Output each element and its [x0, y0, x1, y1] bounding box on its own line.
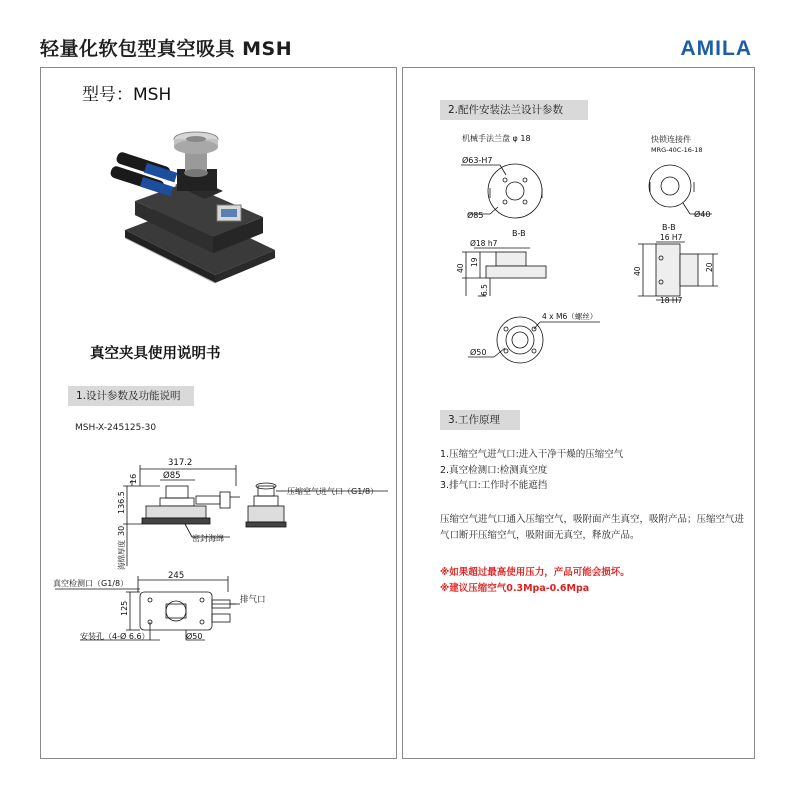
model-label: 型号：MSH — [82, 85, 172, 105]
part-number: MSH-X-245125-30 — [75, 423, 157, 433]
dim-v20: 20 — [705, 262, 714, 272]
dim-d18h7: Ø18 h7 — [470, 239, 498, 248]
label-vacuum-port: 真空检测口（G1/8） — [53, 579, 129, 588]
label-sponge-thickness: 海绵厚度 — [117, 540, 126, 570]
flange-title: 机械手法兰盘 φ 18 — [462, 134, 531, 143]
label-air-inlet: 压缩空气进气口（G1/8） — [287, 487, 379, 496]
principle-item: 3.排气口:工作时不能遮挡 — [440, 480, 548, 491]
dim-d50: Ø50 — [470, 348, 487, 357]
dim-d85: Ø85 — [467, 211, 484, 220]
principle-list — [440, 447, 623, 494]
page-title: 轻量化软包型真空吸具 MSH — [40, 38, 293, 60]
dim-h18: 18 H7 — [660, 296, 683, 305]
manual-title: 真空夹具使用说明书 — [90, 346, 221, 362]
brand-logo: AMILA — [680, 37, 752, 60]
dim-30: 30 — [117, 525, 126, 536]
section-flange-params: 2.配件安装法兰设计参数 — [440, 100, 588, 120]
connector-title: 快锁连接件 — [651, 135, 691, 144]
dim-85: Ø85 — [163, 471, 181, 481]
dim-d40: Ø40 — [694, 210, 711, 219]
dim-d63: Ø63-H7 — [462, 156, 493, 165]
section-bb-connector: B-B — [662, 223, 676, 232]
dim-50: Ø50 — [186, 632, 203, 641]
connector-model: MRG-40C-16-18 — [651, 146, 703, 154]
label-m6-screws: 4 x M6（螺丝） — [542, 312, 598, 321]
warning-item: ※建议压缩空气0.3Mpa-0.6Mpa — [440, 582, 590, 594]
dim-136: 136.5 — [117, 491, 126, 514]
dim-v19: 19 — [470, 257, 479, 267]
section-design-params: 1.设计参数及功能说明 — [68, 386, 194, 406]
principle-item: 1.压缩空气进气口:进入干净干燥的压缩空气 — [440, 449, 624, 460]
principle-description: 压缩空气进气口通入压缩空气，吸附面产生真空，吸附产品；压缩空气进气口断开压缩空气，吸附面无真空，释放产品。 — [440, 514, 745, 541]
section-bb-flange: B-B — [512, 229, 526, 238]
section-working-principle: 3.工作原理 — [440, 410, 520, 430]
dim-16: 16 — [129, 473, 138, 484]
dim-h16: 16 H7 — [660, 233, 683, 242]
label-mount-hole: 安装孔（4-Ø 6.6） — [80, 632, 150, 641]
dim-245: 245 — [168, 571, 185, 581]
dim-125: 125 — [120, 600, 129, 616]
label-seal-sponge: 密封海绵 — [192, 534, 224, 543]
dim-v65: 6.5 — [480, 284, 489, 296]
dim-317: 317.2 — [168, 458, 193, 468]
dim-v40b: 40 — [633, 266, 642, 276]
warning-item: ※如果超过最高使用压力，产品可能会损坏。 — [440, 567, 630, 578]
label-exhaust: 排气口 — [240, 595, 266, 605]
principle-item: 2.真空检测口:检测真空度 — [440, 464, 548, 476]
warning-list — [440, 565, 630, 596]
dim-v40: 40 — [456, 263, 465, 273]
